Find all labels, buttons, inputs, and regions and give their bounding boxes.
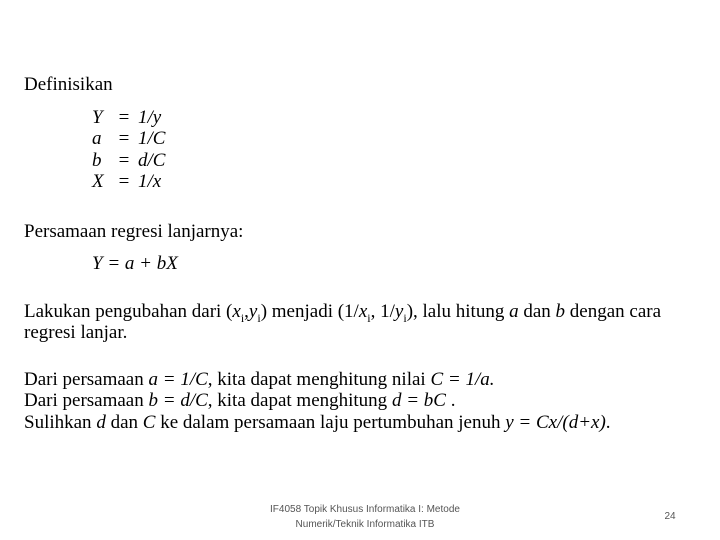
text-fragment: . bbox=[605, 412, 611, 433]
var-x: x bbox=[232, 301, 241, 322]
text-fragment: , bbox=[244, 301, 249, 322]
text-fragment: , 1/ bbox=[370, 301, 395, 322]
var-x: x bbox=[358, 301, 368, 322]
definition-op: = bbox=[118, 150, 130, 171]
heading-definisikan: Definisikan bbox=[24, 74, 113, 95]
paragraph-transform-line2: regresi lanjar. bbox=[24, 322, 128, 343]
paragraph-substitute-line bbox=[24, 412, 611, 433]
definition-rhs: 1/x bbox=[138, 171, 162, 192]
var-c: C bbox=[142, 412, 156, 433]
definition-lhs: a bbox=[92, 128, 102, 149]
text-fragment: ), lalu hitung bbox=[406, 301, 510, 322]
page-number: 24 bbox=[664, 511, 676, 522]
subscript-i: i bbox=[240, 310, 245, 325]
definition-rhs: d/C bbox=[138, 150, 166, 171]
equation-inline: C = 1/a. bbox=[430, 369, 495, 390]
footer-line: IF4058 Topik Khusus Informatika I: Metode bbox=[270, 504, 460, 515]
subscript-i: i bbox=[257, 310, 261, 325]
text-fragment: Lakukan pengubahan dari ( bbox=[24, 301, 233, 322]
var-b: b bbox=[555, 301, 566, 322]
subscript-i: i bbox=[403, 310, 407, 325]
text-fragment: , kita dapat menghitung bbox=[207, 390, 392, 411]
text-fragment: Dari persamaan bbox=[24, 369, 149, 390]
text-fragment: dan bbox=[518, 301, 556, 322]
definition-rhs: 1/y bbox=[138, 107, 162, 128]
text-fragment: ke dalam persamaan laju pertumbuhan jenuh bbox=[155, 412, 506, 433]
regression-label: Persamaan regresi lanjarnya: bbox=[24, 221, 244, 242]
definition-lhs: X bbox=[92, 171, 104, 192]
regression-equation: Y = a + bX bbox=[92, 253, 178, 274]
equation-inline: b = d/C bbox=[148, 390, 208, 411]
definition-op: = bbox=[118, 107, 130, 128]
definition-rhs: 1/C bbox=[138, 128, 166, 149]
footer-line: Numerik/Teknik Informatika ITB bbox=[295, 519, 435, 530]
definition-row bbox=[92, 150, 165, 171]
subscript-i: i bbox=[367, 310, 371, 325]
definition-row bbox=[92, 171, 161, 192]
text-fragment: dengan cara bbox=[565, 301, 662, 322]
definition-row bbox=[92, 107, 161, 128]
footer-course-title bbox=[240, 502, 490, 532]
var-d: d bbox=[96, 412, 106, 433]
text-fragment: ) menjadi (1/ bbox=[260, 301, 359, 322]
text-fragment: , kita dapat menghitung nilai bbox=[207, 369, 431, 390]
definition-lhs: Y bbox=[92, 107, 103, 128]
text-fragment: dan bbox=[105, 412, 143, 433]
equation-inline: d = bC bbox=[391, 390, 446, 411]
definition-op: = bbox=[118, 171, 130, 192]
paragraph-transform-line1 bbox=[24, 301, 662, 325]
var-y: y bbox=[248, 301, 258, 322]
text-fragment: Dari persamaan bbox=[24, 390, 149, 411]
text-fragment: . bbox=[445, 390, 456, 411]
text-fragment: Sulihkan bbox=[24, 412, 97, 433]
definition-lhs: b bbox=[92, 150, 102, 171]
paragraph-c-line bbox=[24, 369, 495, 390]
definition-op: = bbox=[118, 128, 130, 149]
var-y: y bbox=[394, 301, 404, 322]
equation-inline: y = Cx/(d+x) bbox=[505, 412, 606, 433]
equation-inline: a = 1/C bbox=[148, 369, 208, 390]
definition-row bbox=[92, 128, 165, 149]
var-a: a bbox=[509, 301, 519, 322]
paragraph-d-line bbox=[24, 390, 455, 411]
